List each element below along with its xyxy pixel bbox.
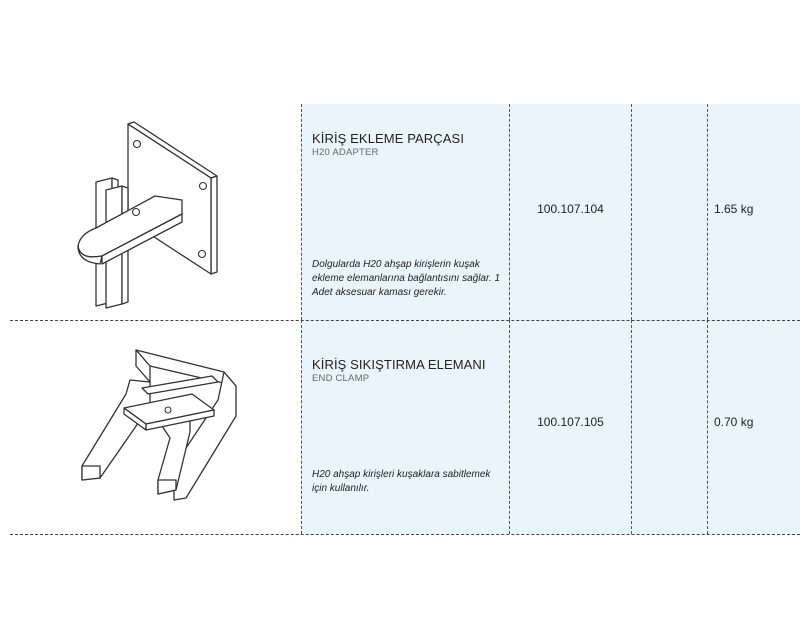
product-code-cell [509, 320, 631, 534]
product-image-cell [0, 104, 301, 320]
product-name: KİRİŞ SIKIŞTIRMA ELEMANI [312, 357, 486, 372]
product-description: H20 ahşap kirişleri kuşaklara sabitlemek için kullanılır. [312, 469, 491, 494]
product-code: 100.107.105 [537, 415, 604, 429]
product-code-cell [509, 104, 631, 320]
table-bottom-divider [10, 534, 800, 535]
empty-cell [631, 320, 707, 534]
product-weight: 1.65 kg [714, 202, 754, 216]
end-clamp-drawing-icon [0, 320, 301, 534]
product-description: Dolgularda H20 ahşap kirişlerin kuşak ekleme elemanlarına bağlantısını sağlar. 1 Adet aksesuar kaması gerekir. [312, 259, 501, 298]
product-weight: 0.70 kg [714, 415, 754, 429]
row-divider [10, 320, 800, 321]
product-subtitle: H20 ADAPTER [312, 147, 379, 158]
product-info-cell [301, 104, 509, 320]
product-image-cell [0, 320, 301, 534]
product-name: KİRİŞ EKLEME PARÇASI [312, 131, 465, 146]
product-subtitle: END CLAMP [312, 373, 370, 384]
product-weight-cell [707, 104, 800, 320]
product-weight-cell [707, 320, 800, 534]
h20-adapter-drawing-icon [0, 104, 301, 320]
product-code: 100.107.104 [537, 202, 604, 216]
product-row-h20-adapter [0, 104, 800, 320]
empty-cell [631, 104, 707, 320]
product-row-end-clamp [0, 320, 800, 534]
product-info-cell [301, 320, 509, 534]
